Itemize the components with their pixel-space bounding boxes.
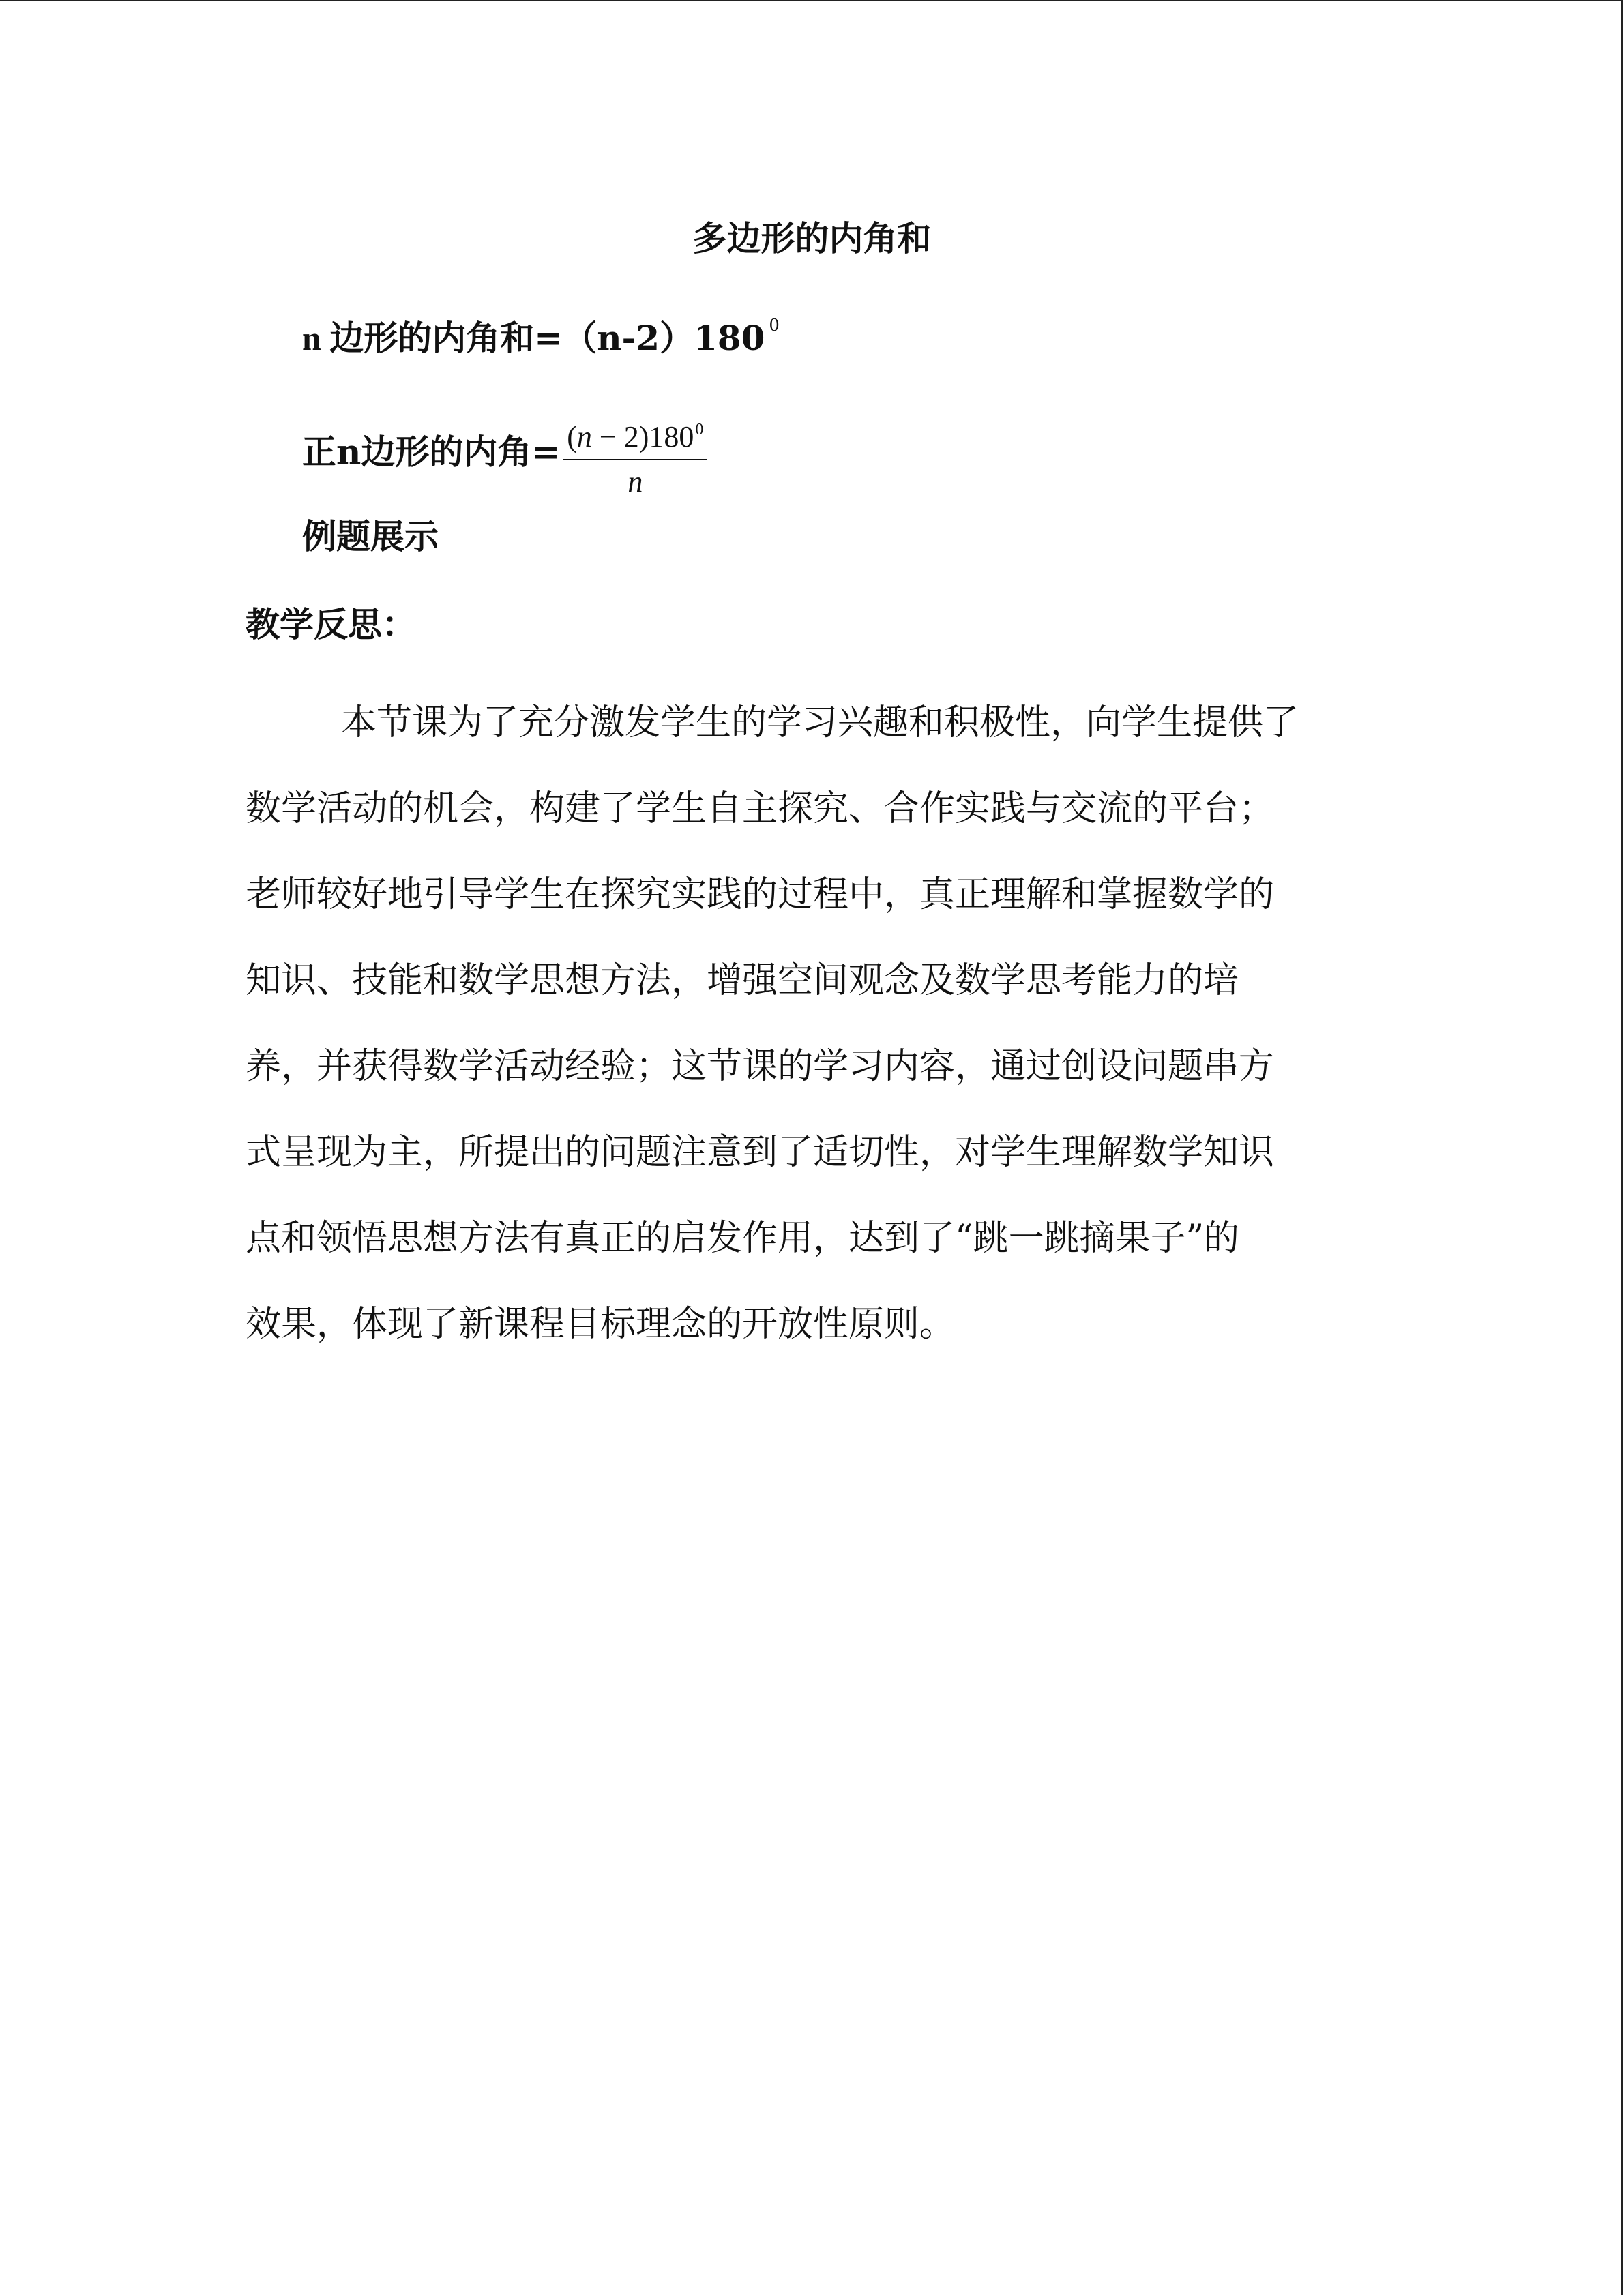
reflection-line: 老师较好地引导学生在探究实践的过程中，真正理解和掌握数学的 bbox=[246, 874, 1275, 915]
interior-angle-sum-formula bbox=[302, 298, 780, 366]
angle-fraction bbox=[563, 411, 707, 501]
formula-label-suffix: 边形的内角= bbox=[361, 431, 561, 472]
fraction-numerator bbox=[563, 411, 707, 460]
reflection-heading: 教学反思： bbox=[246, 604, 416, 644]
reflection-line: 数学活动的机会，构建了学生自主探究、合作实践与交流的平台； bbox=[246, 788, 1275, 829]
formula-label-n: n bbox=[336, 431, 361, 472]
denominator-variable: n bbox=[628, 465, 643, 498]
reflection-line: 本节课为了充分激发学生的学习兴趣和积极性，向学生提供了 bbox=[341, 702, 1299, 743]
numerator-variable: n bbox=[576, 420, 592, 453]
reflection-line: 知识、技能和数学思想方法，增强空间观念及数学思考能力的培 bbox=[246, 960, 1239, 1001]
regular-polygon-angle-formula bbox=[302, 402, 707, 501]
formula-n-prefix: n bbox=[302, 319, 330, 357]
reflection-line: 点和领悟思想方法有真正的启发作用，达到了“跳一跳摘果子”的 bbox=[246, 1218, 1240, 1259]
numerator-degree-superscript: 0 bbox=[695, 421, 704, 438]
reflection-line: 效果，体现了新课程目标理念的开放性原则。 bbox=[246, 1304, 956, 1345]
reflection-body bbox=[246, 680, 1378, 1367]
reflection-line: 养，并获得数学活动经验；这节课的学习内容，通过创设问题串方 bbox=[246, 1046, 1275, 1087]
document-title: 多边形的内角和 bbox=[692, 218, 932, 258]
numerator-paren: ( bbox=[567, 420, 577, 453]
reflection-line: 式呈现为主，所提出的问题注意到了适切性，对学生理解数学知识 bbox=[246, 1132, 1275, 1173]
numerator-rest: − 2)180 bbox=[591, 420, 694, 453]
formula-label-prefix: 正 bbox=[302, 431, 336, 472]
formula-sum-text: 边形的内角和=（n-2）180 bbox=[329, 318, 765, 358]
examples-heading: 例题展示 bbox=[302, 516, 439, 556]
fraction-denominator bbox=[628, 460, 643, 501]
degree-superscript: 0 bbox=[769, 316, 780, 335]
